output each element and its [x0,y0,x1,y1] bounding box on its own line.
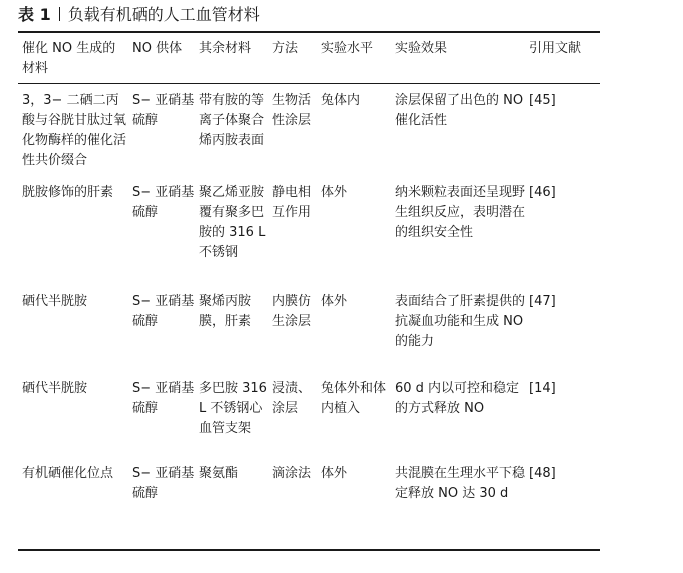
table-cell: 体外 [321,185,348,200]
table-cell: S− 亚硝基硫醇 [132,185,195,220]
table-cell: 多巴胺 316 L 不锈钢心血管支架 [199,381,267,436]
table-cell: [46] [529,185,556,200]
table-cell: 有机硒催化位点 [22,466,114,481]
table-cell: 聚氨酯 [199,466,239,481]
table-cell: 共混膜在生理水平下稳定释放 NO 达 30 d [395,466,526,501]
table-cell: 聚乙烯亚胺覆有聚多巴胺的 316 L 不锈钢 [199,185,266,260]
bottom-rule [18,549,600,551]
table-cell: S− 亚硝基硫醇 [132,381,195,416]
table-title: 负载有机硒的人工血管材料 [67,5,260,24]
header-cell: 实验水平 [321,41,374,56]
table-row [18,183,600,292]
header-cell: 实验效果 [395,41,448,56]
table-cell: 表面结合了肝素提供的抗凝血功能和生成 NO 的能力 [395,294,526,349]
table-row [18,379,600,464]
table-cell: [45] [529,93,556,108]
header-cell: 其余材料 [199,41,252,56]
table-cell: S− 亚硝基硫醇 [132,466,195,501]
table-cell: 浸渍、涂层 [272,381,312,416]
table-caption [18,4,260,26]
header-cell: 引用文献 [529,41,582,56]
table-cell: 聚烯丙胺膜，肝素 [199,294,252,329]
table-row [18,79,600,183]
caption-divider [59,7,60,21]
table-cell: 静电相互作用 [272,185,312,220]
table-number: 表 1 [18,5,51,24]
table-cell: 体外 [321,466,348,481]
table-cell: [48] [529,466,556,481]
table-cell: 滴涂法 [272,466,312,481]
header-cell: 方法 [272,41,299,56]
table-cell: 兔体外和体内植入 [321,381,387,416]
table-cell: 兔体内 [321,93,361,108]
header-cell: NO 供体 [132,41,183,56]
table-cell: 纳米颗粒表面还呈现野生组织反应，表明潜在的组织安全性 [395,185,526,240]
table-cell: 硒代半胱胺 [22,381,88,396]
table-cell: [47] [529,294,556,309]
table-cell: 带有胺的等离子体聚合烯丙胺表面 [199,93,265,148]
table-cell: 生物活性涂层 [272,93,312,128]
table-cell: 60 d 内以可控和稳定的方式释放 NO [395,381,520,416]
table-row [18,464,600,504]
table-cell: 涂层保留了出色的 NO 催化活性 [395,93,524,128]
table-cell: 3，3− 二硒二丙酸与谷胱甘肽过氧化物酶样的催化活性共价缀合 [22,93,127,168]
data-table [18,33,600,504]
table-cell: 体外 [321,294,348,309]
table-cell: S− 亚硝基硫醇 [132,294,195,329]
table-cell: 硒代半胱胺 [22,294,88,309]
table-cell: S− 亚硝基硫醇 [132,93,195,128]
table-row [18,292,600,379]
table-cell: [14] [529,381,556,396]
table-cell: 内膜仿生涂层 [272,294,312,329]
header-cell: 催化 NO 生成的材料 [22,41,116,76]
table-cell: 胱胺修饰的肝素 [22,185,114,200]
header-row [18,33,600,79]
